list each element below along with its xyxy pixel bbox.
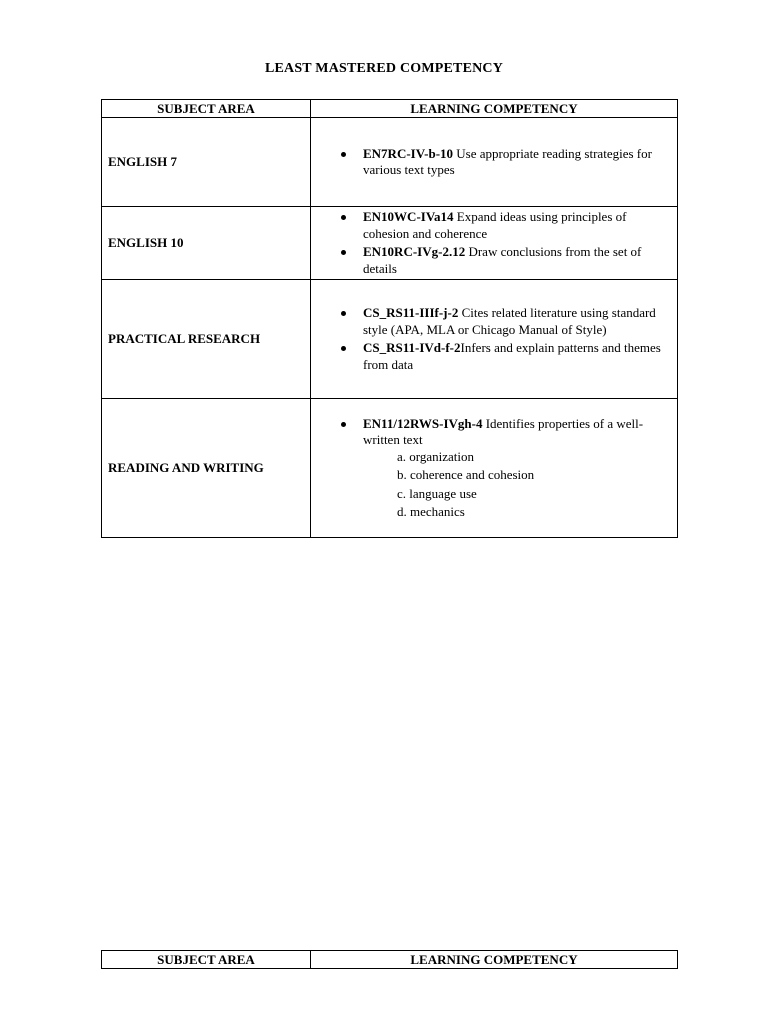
subject-area-header: SUBJECT AREA bbox=[102, 100, 311, 118]
sub-item: b. coherence and cohesion bbox=[397, 467, 535, 482]
competency-text: Identifies properties of a well-written text bbox=[363, 415, 644, 447]
competency-list bbox=[335, 209, 669, 277]
sub-item: a. organization bbox=[397, 448, 475, 464]
competency-item bbox=[363, 340, 669, 373]
competency-cell bbox=[311, 399, 678, 538]
competency-table-continued bbox=[101, 950, 678, 969]
competency-text: Cites related literature using standard style (APA, MLA or Chicago Manual of Style) bbox=[363, 305, 656, 337]
table-row bbox=[102, 280, 678, 399]
competency-list bbox=[335, 416, 669, 521]
competency-item bbox=[363, 416, 669, 521]
subject-cell: READING AND WRITING bbox=[102, 399, 311, 538]
subject-cell: ENGLISH 7 bbox=[102, 118, 311, 207]
competency-code: CS_RS11-IVd-f-2 bbox=[363, 340, 461, 355]
competency-cell bbox=[311, 207, 678, 280]
competency-cell bbox=[311, 118, 678, 207]
competency-list bbox=[335, 146, 669, 179]
page-title: LEAST MASTERED COMPETENCY bbox=[264, 61, 504, 76]
competency-text: Draw conclusions from the set of details bbox=[363, 244, 642, 276]
sub-list bbox=[363, 449, 669, 521]
competency-table bbox=[101, 99, 678, 538]
competency-item bbox=[363, 146, 669, 179]
table-header-row bbox=[102, 951, 678, 969]
sub-item: d. mechanics bbox=[397, 504, 465, 519]
competency-cell bbox=[311, 280, 678, 399]
competency-code: EN11/12RWS-IVgh-4 bbox=[363, 415, 483, 431]
table-row bbox=[102, 207, 678, 280]
table-row bbox=[102, 118, 678, 207]
subject-cell: ENGLISH 10 bbox=[102, 207, 311, 280]
learning-competency-header: LEARNING COMPETENCY bbox=[311, 951, 678, 969]
subject-cell: PRACTICAL RESEARCH bbox=[102, 280, 311, 399]
competency-item bbox=[363, 305, 669, 338]
subject-area-header: SUBJECT AREA bbox=[102, 951, 311, 969]
table-row bbox=[102, 399, 678, 538]
sub-item: c. language use bbox=[397, 485, 477, 501]
competency-code: CS_RS11-IIIf-j-2 bbox=[363, 305, 459, 320]
competency-text: Infers and explain patterns and themes from data bbox=[363, 340, 661, 372]
competency-text: Use appropriate reading strategies for various text types bbox=[363, 145, 652, 177]
competency-code: EN7RC-IV-b-10 bbox=[363, 145, 454, 161]
table-header-row bbox=[102, 100, 678, 118]
competency-list bbox=[335, 305, 669, 373]
competency-text: Expand ideas using principles of cohesion and coherence bbox=[363, 209, 627, 241]
competency-code: EN10WC-IVa14 bbox=[363, 209, 454, 224]
learning-competency-header: LEARNING COMPETENCY bbox=[311, 100, 678, 118]
competency-item bbox=[363, 244, 669, 277]
competency-item bbox=[363, 209, 669, 242]
competency-code: EN10RC-IVg-2.12 bbox=[363, 244, 466, 259]
